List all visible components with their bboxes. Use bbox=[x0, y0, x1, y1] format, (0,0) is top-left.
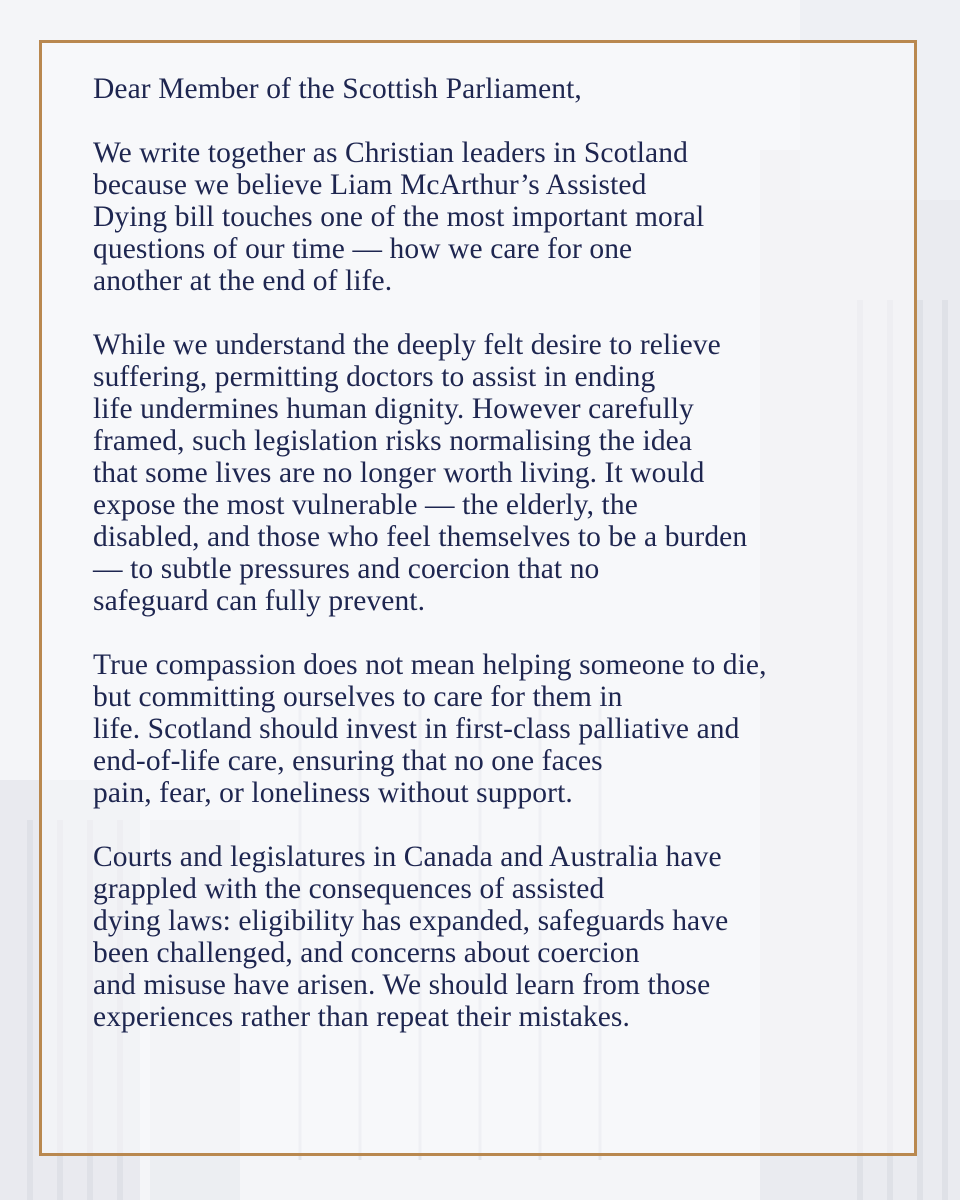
paragraph-line: and misuse have arisen. We should learn from those bbox=[93, 969, 711, 1001]
paragraph-spacer bbox=[93, 105, 873, 137]
paragraph-line: that some lives are no longer worth living. It would bbox=[93, 457, 705, 489]
paragraph-spacer bbox=[93, 297, 873, 329]
paragraph-line: pain, fear, or loneliness without support. bbox=[93, 777, 573, 809]
paragraph-3 bbox=[93, 649, 873, 809]
paragraph-spacer bbox=[93, 809, 873, 841]
paragraph-line: suffering, permitting doctors to assist in ending bbox=[93, 361, 656, 393]
paragraph-line: safeguard can fully prevent. bbox=[93, 585, 426, 617]
paragraph-line: another at the end of life. bbox=[93, 265, 393, 297]
paragraph-spacer bbox=[93, 617, 873, 649]
paragraph-line: questions of our time — how we care for one bbox=[93, 233, 633, 265]
paragraph-line: but committing ourselves to care for them in bbox=[93, 681, 623, 713]
paragraph-line: because we believe Liam McArthur’s Assisted bbox=[93, 169, 647, 201]
salutation: Dear Member of the Scottish Parliament, bbox=[93, 73, 582, 105]
paragraph-line: Dying bill touches one of the most important moral bbox=[93, 201, 705, 233]
paragraph-line: grappled with the consequences of assisted bbox=[93, 873, 605, 905]
paragraph-line: True compassion does not mean helping someone to die, bbox=[93, 649, 767, 681]
paragraph-line: been challenged, and concerns about coercion bbox=[93, 937, 640, 969]
paragraph-line: end-of-life care, ensuring that no one faces bbox=[93, 745, 603, 777]
paragraph-line: Courts and legislatures in Canada and Australia have bbox=[93, 841, 722, 873]
paragraph-line: We write together as Christian leaders in Scotland bbox=[93, 137, 688, 169]
paragraph-2 bbox=[93, 329, 873, 617]
paragraph-line: life. Scotland should invest in first-class palliative and bbox=[93, 713, 740, 745]
letter-body bbox=[93, 73, 873, 1033]
paragraph-line: life undermines human dignity. However carefully bbox=[93, 393, 694, 425]
paragraph-line: — to subtle pressures and coercion that no bbox=[93, 553, 600, 585]
paragraph-line: framed, such legislation risks normalising the idea bbox=[93, 425, 693, 457]
paragraph-line: disabled, and those who feel themselves to be a burden bbox=[93, 521, 748, 553]
paragraph-line: experiences rather than repeat their mistakes. bbox=[93, 1001, 630, 1033]
paragraph-line: While we understand the deeply felt desire to relieve bbox=[93, 329, 721, 361]
paragraph-4 bbox=[93, 841, 873, 1033]
paragraph-line: expose the most vulnerable — the elderly, the bbox=[93, 489, 638, 521]
paragraph-line: dying laws: eligibility has expanded, safeguards have bbox=[93, 905, 729, 937]
paragraph-1 bbox=[93, 137, 873, 297]
